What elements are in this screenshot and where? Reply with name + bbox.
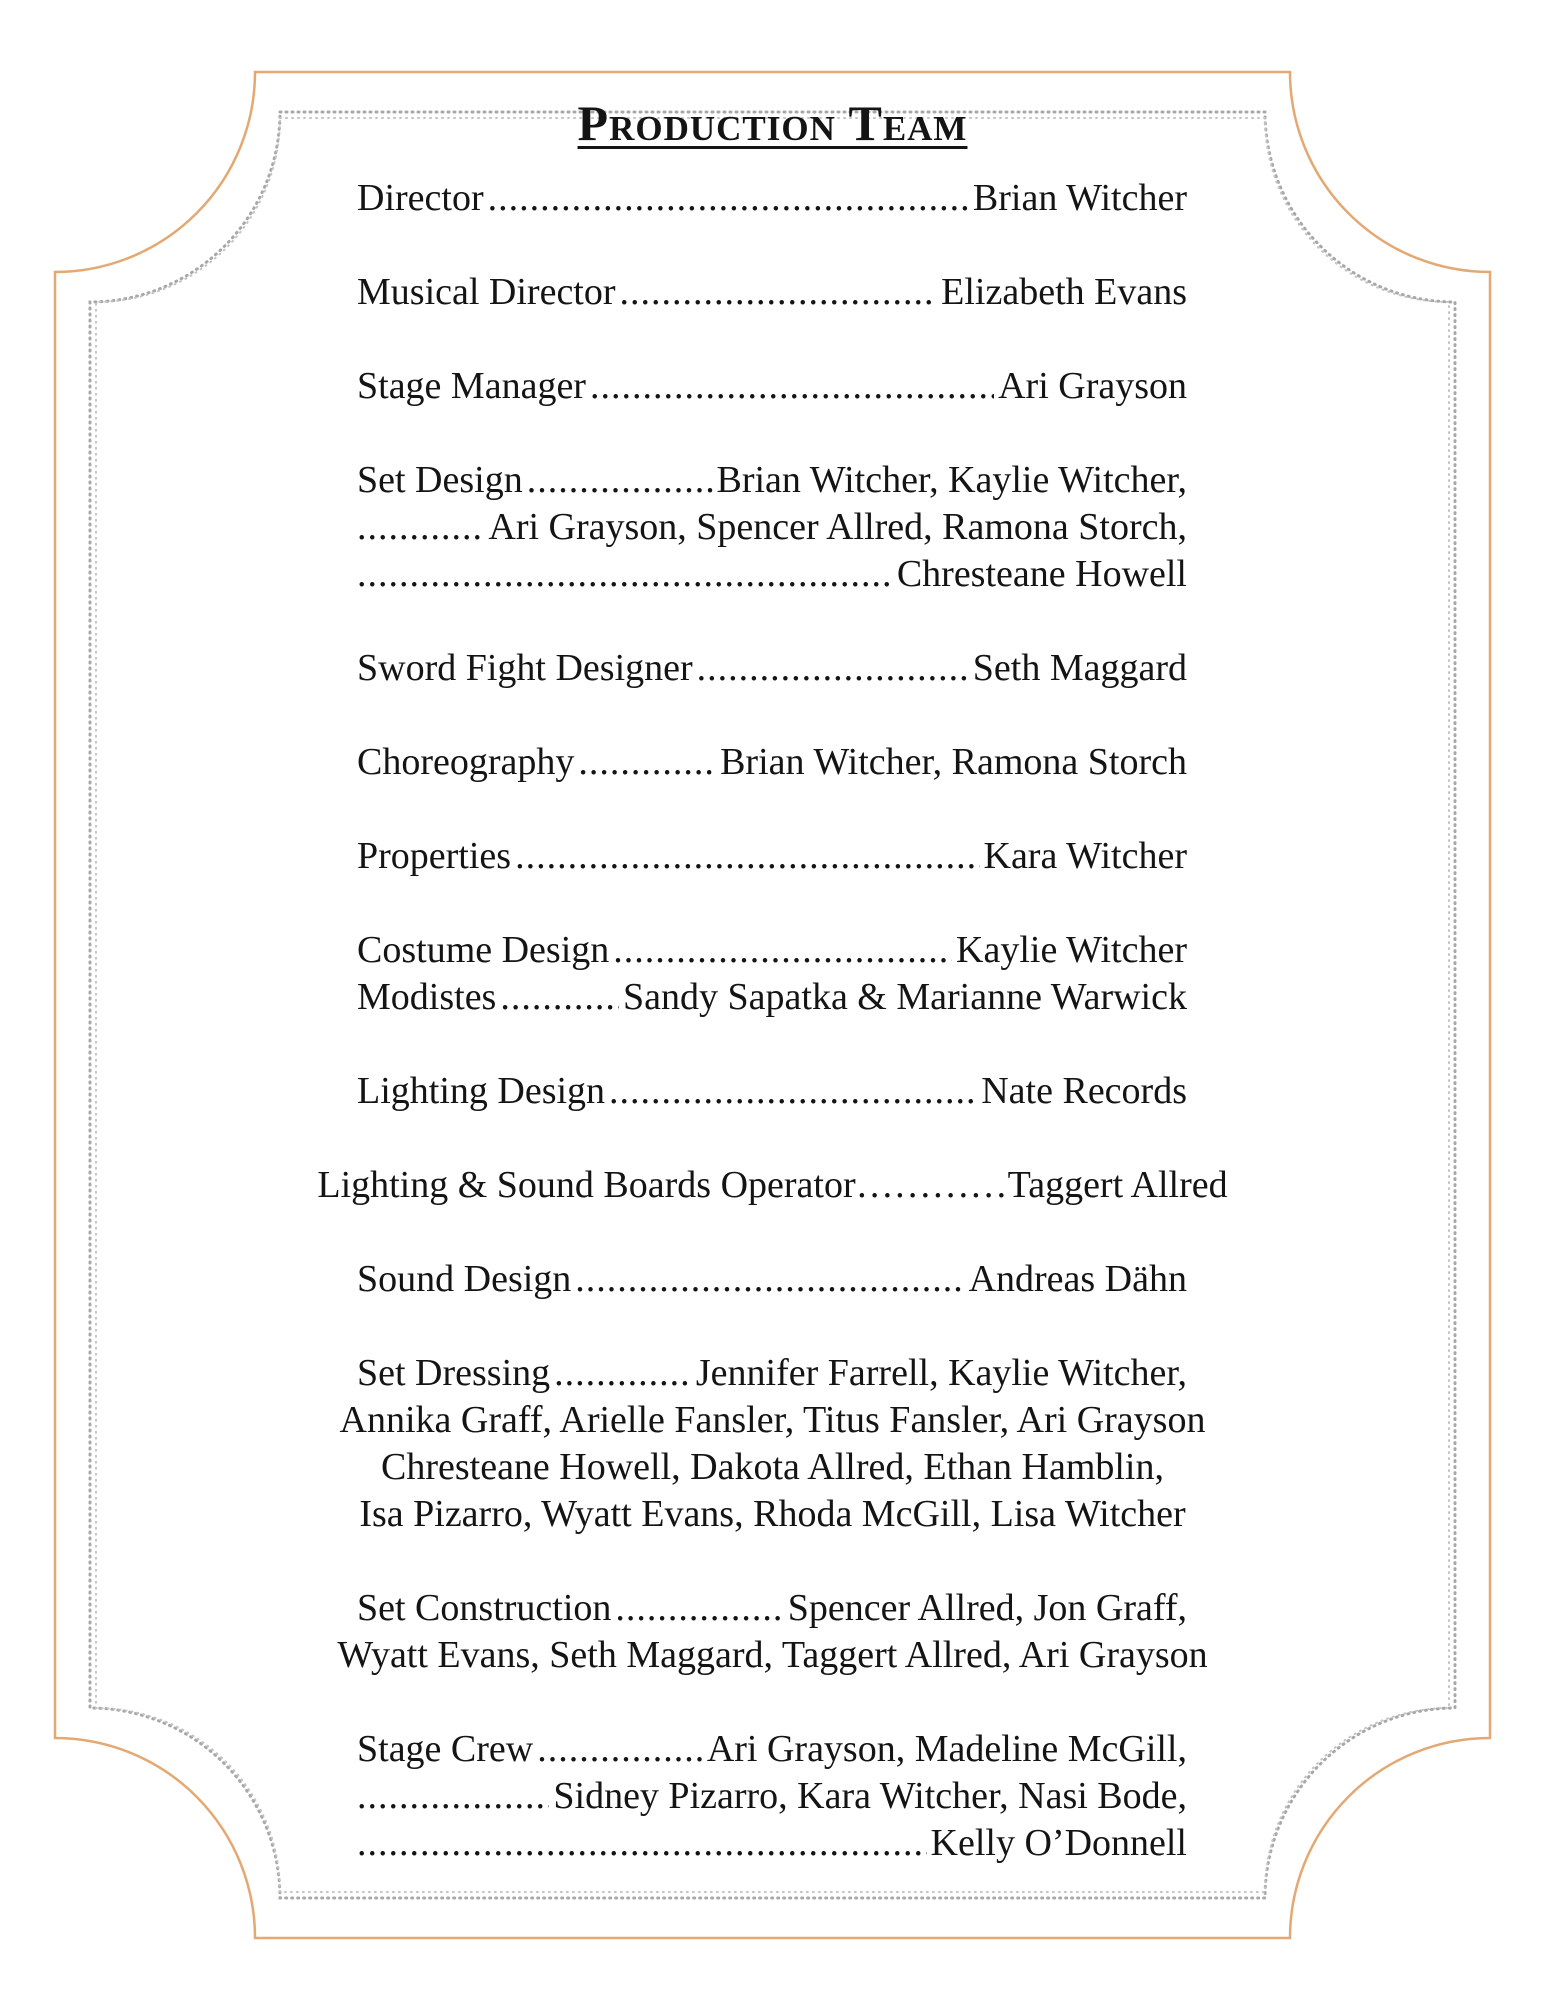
credit-role: Stage Crew bbox=[357, 1728, 534, 1770]
dot-leader bbox=[357, 551, 893, 597]
credit-role: Choreography bbox=[357, 741, 575, 783]
credit-name: Nate Records bbox=[981, 1070, 1187, 1112]
credit-role: Musical Director bbox=[357, 271, 616, 313]
dot-leader bbox=[697, 645, 969, 691]
credit-set-dressing-cont: Chresteane Howell, Dakota Allred, Ethan Hamblin, bbox=[380, 1446, 1164, 1488]
dot-leader bbox=[500, 974, 619, 1020]
credit-set-construction bbox=[357, 1585, 1187, 1631]
credit-name: Brian Witcher bbox=[972, 177, 1187, 219]
credit-name: Taggert Allred bbox=[1007, 1164, 1228, 1206]
dot-leader bbox=[357, 1820, 927, 1866]
credit-role: Set Design bbox=[357, 459, 523, 501]
credit-name: Kaylie Witcher bbox=[956, 929, 1187, 971]
credit-stage-crew bbox=[357, 1726, 1187, 1772]
credit-name: Elizabeth Evans bbox=[941, 271, 1187, 313]
credit-stage-manager bbox=[357, 363, 1187, 409]
credit-stage-crew-cont bbox=[357, 1773, 1187, 1819]
credit-role: Lighting & Sound Boards Operator bbox=[317, 1164, 856, 1206]
credit-name: Sidney Pizarro, Kara Witcher, Nasi Bode, bbox=[553, 1775, 1187, 1817]
credit-name: Ari Grayson, Madeline McGill, bbox=[706, 1728, 1187, 1770]
credit-sound-design bbox=[357, 1256, 1187, 1302]
dot-leader bbox=[620, 269, 938, 315]
dot-leader bbox=[615, 1585, 783, 1631]
credit-role: Lighting Design bbox=[357, 1070, 606, 1112]
dot-leader bbox=[609, 1068, 977, 1114]
credit-musical-director bbox=[357, 269, 1187, 315]
credit-director bbox=[357, 175, 1187, 221]
dot-leader bbox=[590, 363, 994, 409]
credit-set-construction-cont: Wyatt Evans, Seth Maggard, Taggert Allred, Ari Grayson bbox=[337, 1634, 1208, 1676]
credit-role: Sound Design bbox=[357, 1258, 572, 1300]
credit-role: Sword Fight Designer bbox=[357, 647, 693, 689]
dot-leader bbox=[575, 1256, 964, 1302]
credit-properties bbox=[357, 833, 1187, 879]
credit-boards-operator bbox=[0, 1162, 1545, 1208]
dot-leader bbox=[554, 1350, 692, 1396]
credit-name: Jennifer Farrell, Kaylie Witcher, bbox=[695, 1352, 1187, 1394]
credit-name: Sandy Sapatka & Marianne Warwick bbox=[623, 976, 1187, 1018]
credit-role: Director bbox=[357, 177, 484, 219]
credit-name: Seth Maggard bbox=[972, 647, 1187, 689]
credit-choreography bbox=[357, 739, 1187, 785]
credit-set-dressing bbox=[357, 1350, 1187, 1396]
credit-set-dressing-cont: Isa Pizarro, Wyatt Evans, Rhoda McGill, Lisa Witcher bbox=[359, 1493, 1186, 1535]
dot-leader bbox=[357, 1773, 549, 1819]
dot-leader bbox=[578, 739, 716, 785]
credit-role: Set Construction bbox=[357, 1587, 612, 1629]
credit-name: Brian Witcher, Kaylie Witcher, bbox=[716, 459, 1187, 501]
dot-leader bbox=[357, 504, 484, 550]
credit-name: Brian Witcher, Ramona Storch bbox=[720, 741, 1187, 783]
dot-leader bbox=[537, 1726, 703, 1772]
credit-stage-crew-cont bbox=[357, 1820, 1187, 1866]
credit-role: Costume Design bbox=[357, 929, 610, 971]
credit-name: Ari Grayson bbox=[998, 365, 1187, 407]
credit-set-design-cont bbox=[357, 551, 1187, 597]
credit-role: Set Dressing bbox=[357, 1352, 551, 1394]
credit-set-dressing-cont: Annika Graff, Arielle Fansler, Titus Fansler, Ari Grayson bbox=[339, 1399, 1206, 1441]
credit-sword-fight-designer bbox=[357, 645, 1187, 691]
ellipsis-separator: ………… bbox=[855, 1164, 1008, 1206]
credit-role: Properties bbox=[357, 835, 512, 877]
credit-name: Spencer Allred, Jon Graff, bbox=[787, 1587, 1187, 1629]
credit-set-design-cont bbox=[357, 504, 1187, 550]
credit-role: Stage Manager bbox=[357, 365, 586, 407]
dot-leader bbox=[515, 833, 979, 879]
credit-costume-design bbox=[357, 927, 1187, 973]
credit-role: Modistes bbox=[357, 976, 497, 1018]
dot-leader bbox=[613, 927, 952, 973]
credit-name: Andreas Dähn bbox=[968, 1258, 1187, 1300]
credit-set-design bbox=[357, 457, 1187, 503]
credit-name: Kara Witcher bbox=[983, 835, 1187, 877]
dot-leader bbox=[488, 175, 969, 221]
credit-name: Kelly O’Donnell bbox=[930, 1822, 1187, 1864]
credit-lighting-design bbox=[357, 1068, 1187, 1114]
dot-leader bbox=[527, 457, 713, 503]
page-title: Production Team bbox=[577, 95, 968, 151]
credit-name: Chresteane Howell bbox=[896, 553, 1187, 595]
credit-name: Ari Grayson, Spencer Allred, Ramona Storch, bbox=[488, 506, 1187, 548]
credit-modistes bbox=[357, 974, 1187, 1020]
